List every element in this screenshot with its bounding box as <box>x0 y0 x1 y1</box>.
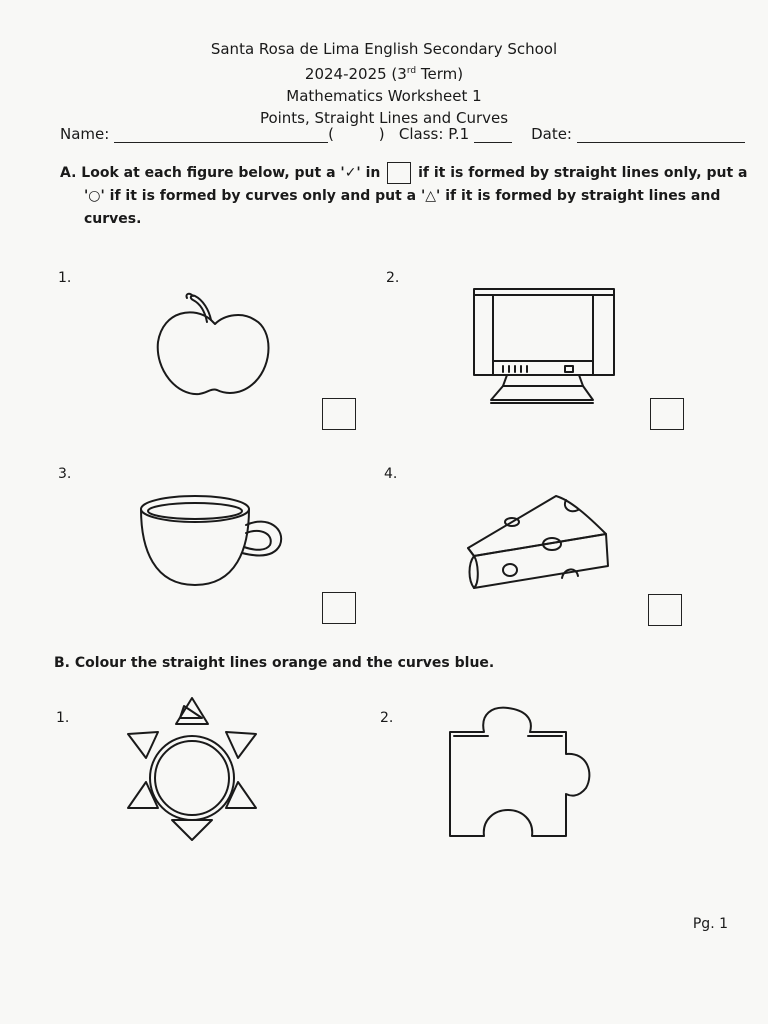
section-b-letter: B. <box>54 655 70 671</box>
section-a-text-1: Look at each figure below, put a '✓' in <box>81 165 381 181</box>
class-label: Class: P.1 <box>398 125 470 143</box>
class-blank[interactable] <box>474 128 512 143</box>
section-a-instructions <box>60 162 760 231</box>
question-a2-number: 2. <box>386 270 400 286</box>
question-a3-number: 3. <box>58 466 72 482</box>
topic-title: Points, Straight Lines and Curves <box>259 109 509 127</box>
puzzle-piece-icon <box>448 706 596 840</box>
cheese-icon <box>466 492 611 592</box>
answer-box-a1[interactable] <box>322 398 356 430</box>
paren-open: ( <box>328 125 334 143</box>
answer-box-a3[interactable] <box>322 592 356 624</box>
answer-box-a4[interactable] <box>648 594 682 626</box>
section-b-instructions <box>54 652 494 675</box>
student-info-line <box>60 125 750 143</box>
section-a-line-2: '○' if it is formed by curves only and put a '△' if it is formed by straight lines and <box>84 188 721 204</box>
school-year: 2024-2025 (3rd Term) <box>304 65 464 83</box>
school-name: Santa Rosa de Lima English Secondary School <box>210 40 558 58</box>
page-number: Pg. 1 <box>692 916 728 932</box>
section-a-line-3: curves. <box>84 211 142 227</box>
question-b2-number: 2. <box>380 710 394 726</box>
section-b-text: Colour the straight lines orange and the curves blue. <box>74 655 495 671</box>
date-blank[interactable] <box>577 128 745 143</box>
section-a-letter: A. <box>60 165 77 181</box>
sun-icon <box>124 696 260 842</box>
question-a1-number: 1. <box>58 270 72 286</box>
apple-icon <box>155 290 275 400</box>
class-number-space[interactable] <box>339 129 379 143</box>
name-label: Name: <box>60 125 110 143</box>
example-answer-box <box>387 162 411 184</box>
computer-monitor-icon <box>473 288 615 406</box>
cup-icon <box>140 495 285 587</box>
question-a4-number: 4. <box>384 466 398 482</box>
answer-box-a2[interactable] <box>650 398 684 430</box>
worksheet-header <box>0 38 768 129</box>
section-a-text-2: if it is formed by straight lines only, put a <box>418 165 748 181</box>
date-label: Date: <box>531 125 572 143</box>
paren-close: ) <box>378 125 385 143</box>
name-blank[interactable] <box>114 128 328 143</box>
question-b1-number: 1. <box>56 710 70 726</box>
worksheet-title: Mathematics Worksheet 1 <box>286 87 482 105</box>
